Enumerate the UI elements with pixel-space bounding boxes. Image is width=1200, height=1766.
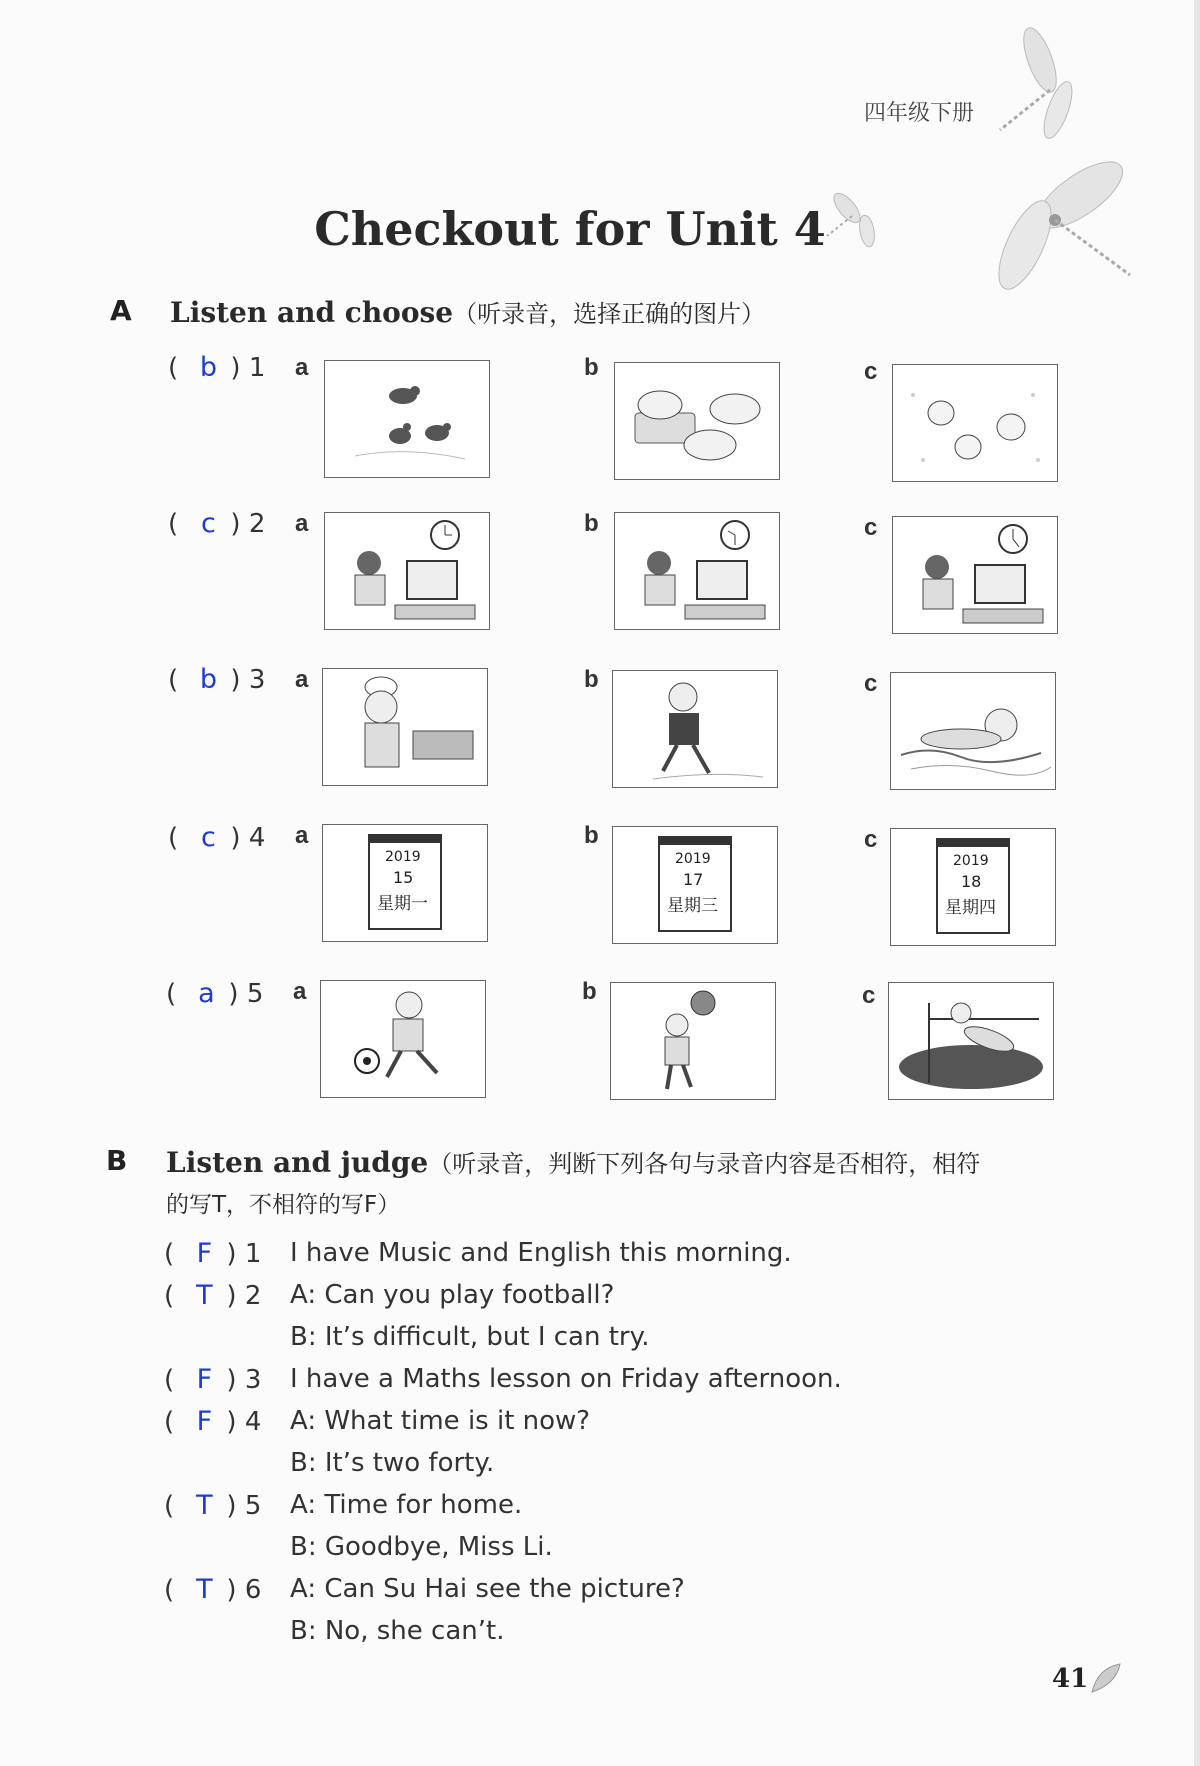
judge-item-5: ( T ) 5: [164, 1490, 285, 1521]
judge-sentence: I have Music and English this morning.: [290, 1238, 792, 1268]
judge-sentence: I have a Maths lesson on Friday afternoon.: [290, 1364, 842, 1394]
judge-item-2: ( T ) 2: [164, 1280, 285, 1311]
leaf-icon: [1088, 1660, 1124, 1696]
picture-calendar-wednesday: [612, 826, 778, 944]
picture-boy-basketball: [610, 982, 776, 1100]
calendar-year: 2019: [953, 853, 989, 869]
section-a-title: [170, 294, 765, 329]
picture-birds: [324, 360, 490, 478]
question-number: 2: [248, 509, 266, 539]
grade-label: 四年级下册: [864, 101, 975, 126]
question-row-4: ( c ) 4: [168, 822, 266, 853]
item-number: 4: [244, 1407, 262, 1437]
judge-sentence: A: Can you play football?: [290, 1280, 615, 1310]
calendar-day: 17: [683, 870, 704, 889]
judge-item-3: ( F ) 3: [164, 1364, 285, 1395]
section-a-letter: A: [110, 294, 132, 327]
item-number: 5: [244, 1491, 262, 1521]
item-number: 6: [244, 1575, 262, 1605]
option-label-a: a: [295, 666, 309, 693]
picture-boy-tv-clock: [892, 516, 1058, 634]
question-number: 1: [248, 353, 266, 383]
question-row-1: ( b ) 1: [168, 352, 266, 383]
judge-sentence: A: What time is it now?: [290, 1406, 591, 1436]
option-label-c: c: [862, 982, 876, 1009]
picture-boy-tv-clock: [614, 512, 780, 630]
judge-item-4: ( F ) 4: [164, 1406, 285, 1437]
answer-mark: b: [199, 352, 217, 383]
picture-calendar-thursday: [890, 828, 1056, 946]
answer-mark: T: [196, 1574, 213, 1605]
judge-item-6: ( T ) 6: [164, 1574, 285, 1605]
answer-mark: T: [196, 1490, 213, 1521]
answer-mark: F: [196, 1364, 213, 1395]
judge-sentence: A: Time for home.: [290, 1490, 523, 1520]
option-label-b: b: [584, 666, 599, 693]
calendar-day: 18: [961, 872, 982, 891]
picture-cat-swimming: [890, 672, 1056, 790]
picture-boy-tv-clock: [324, 512, 490, 630]
calendar-weekday: 星期三: [667, 896, 718, 916]
section-a-title-en: Listen and choose: [170, 296, 454, 329]
dragonfly-decoration-icon: [990, 20, 1090, 150]
page-number: 41: [1052, 1664, 1089, 1694]
section-b-title-cn: （听录音，判断下列各句与录音内容是否相符，相符: [428, 1150, 981, 1178]
item-number: 2: [244, 1281, 262, 1311]
answer-mark: F: [196, 1406, 213, 1437]
picture-chicks: [892, 364, 1058, 482]
picture-calendar-monday: [322, 824, 488, 942]
picture-boy-high-jump: [888, 982, 1054, 1100]
calendar-weekday: 星期一: [377, 894, 428, 914]
picture-cat-baking-cake: [322, 668, 488, 786]
option-label-a: a: [295, 510, 309, 537]
calendar-weekday: 星期四: [945, 898, 996, 918]
picture-boy-football: [320, 980, 486, 1098]
judge-sentence: B: No, she can’t.: [290, 1616, 505, 1646]
option-label-a: a: [295, 822, 309, 849]
question-row-2: ( c ) 2: [168, 508, 266, 539]
option-label-c: c: [864, 826, 878, 853]
picture-pigs: [614, 362, 780, 480]
option-label-b: b: [582, 978, 597, 1005]
judge-sentence: B: It’s difficult, but I can try.: [290, 1322, 650, 1352]
section-b-letter: B: [106, 1144, 128, 1177]
question-number: 5: [246, 979, 264, 1009]
question-number: 3: [248, 665, 266, 695]
question-number: 4: [248, 823, 266, 853]
answer-mark: T: [196, 1280, 213, 1311]
option-label-b: b: [584, 510, 599, 537]
option-label-b: b: [584, 822, 599, 849]
option-label-a: a: [295, 354, 309, 381]
judge-sentence: B: It’s two forty.: [290, 1448, 495, 1478]
answer-mark: F: [196, 1238, 213, 1269]
section-a-title-cn: （听录音，选择正确的图片）: [453, 300, 766, 328]
item-number: 1: [244, 1239, 262, 1269]
option-label-b: b: [584, 354, 599, 381]
section-b-title-cn-line2: 的写T，不相符的写F）: [166, 1192, 401, 1218]
page-edge: [1194, 0, 1200, 1766]
question-row-3: ( b ) 3: [168, 664, 266, 695]
judge-sentence: A: Can Su Hai see the picture?: [290, 1574, 685, 1604]
question-row-5: ( a ) 5: [166, 978, 264, 1009]
answer-mark: b: [199, 664, 217, 695]
answer-mark: a: [198, 978, 215, 1009]
option-label-a: a: [293, 978, 307, 1005]
page-title: Checkout for Unit 4: [314, 202, 826, 256]
calendar-year: 2019: [675, 851, 711, 867]
option-label-c: c: [864, 514, 878, 541]
judge-item-1: ( F ) 1: [164, 1238, 285, 1269]
calendar-year: 2019: [385, 849, 421, 865]
option-label-c: c: [864, 670, 878, 697]
section-b-title: [166, 1144, 980, 1179]
item-number: 3: [244, 1365, 262, 1395]
option-label-c: c: [864, 358, 878, 385]
calendar-day: 15: [393, 868, 414, 887]
picture-cat-skating: [612, 670, 778, 788]
answer-mark: c: [200, 822, 216, 853]
judge-sentence: B: Goodbye, Miss Li.: [290, 1532, 553, 1562]
section-b-title-en: Listen and judge: [166, 1146, 429, 1179]
answer-mark: c: [200, 508, 216, 539]
